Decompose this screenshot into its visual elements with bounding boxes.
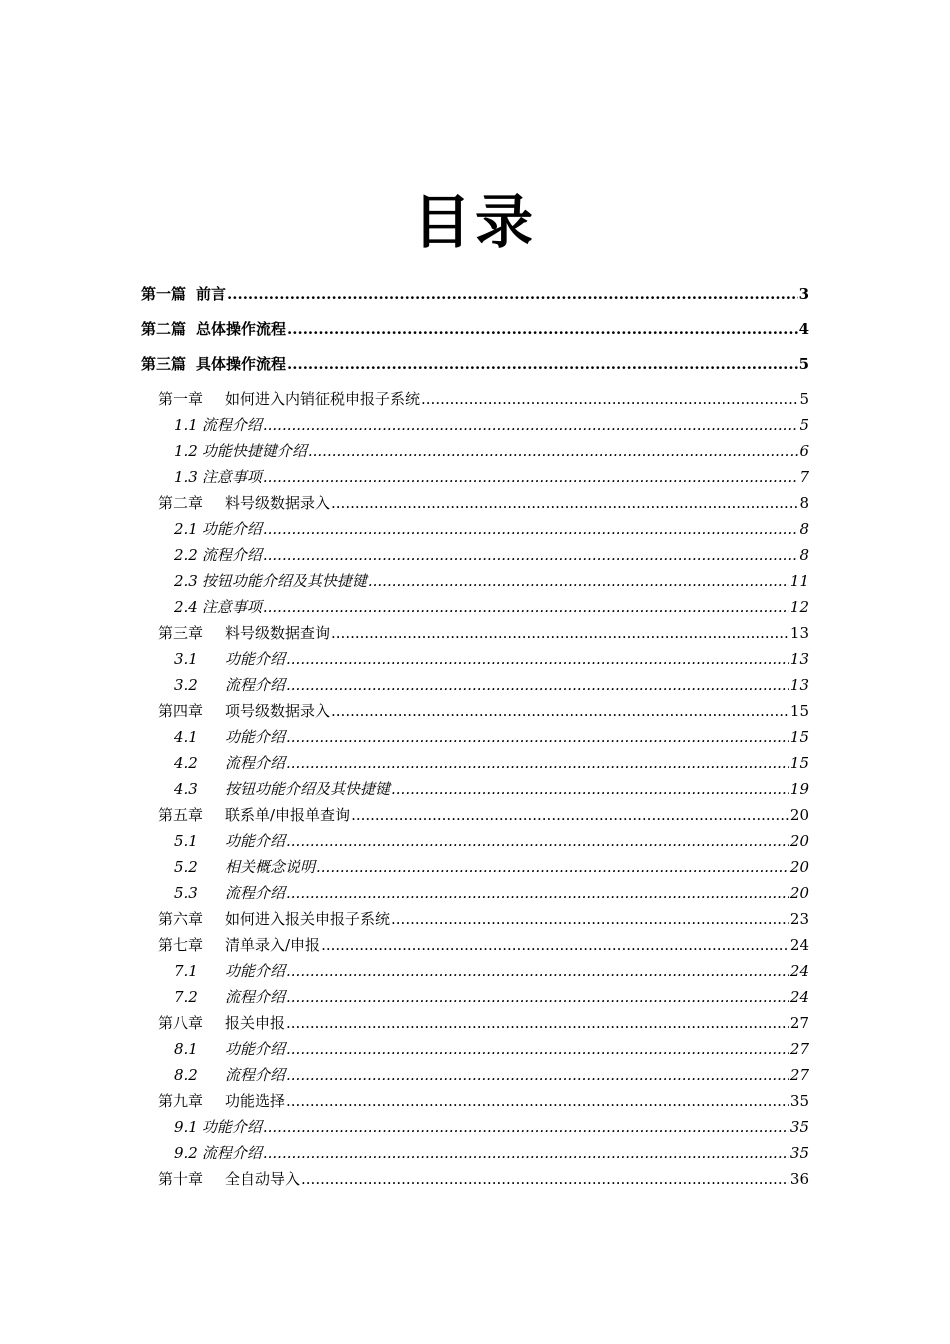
toc-page-number: 13 bbox=[789, 650, 809, 668]
toc-entry-text: 流程介绍 bbox=[225, 754, 286, 772]
toc-entry[interactable] bbox=[0, 542, 950, 568]
toc-entry[interactable] bbox=[0, 1062, 950, 1088]
toc-entry-number: 第六章 bbox=[158, 910, 204, 928]
toc-dot-leader bbox=[331, 490, 798, 516]
toc-entry-number: 3.2 bbox=[174, 676, 198, 694]
toc-entry-label bbox=[174, 1036, 285, 1062]
toc-dot-leader bbox=[308, 438, 799, 464]
toc-entry-text: 具体操作流程 bbox=[196, 355, 287, 373]
toc-page-number: 24 bbox=[789, 936, 809, 954]
toc-entry-label bbox=[174, 464, 262, 490]
toc-entry-number: 2.1 bbox=[174, 520, 198, 538]
toc-entry-number: 2.4 bbox=[174, 598, 198, 616]
toc-entry[interactable] bbox=[0, 316, 950, 351]
toc-page-number: 8 bbox=[799, 546, 809, 564]
toc-dot-leader bbox=[263, 542, 799, 568]
toc-entry-label bbox=[174, 412, 262, 438]
toc-dot-leader bbox=[263, 464, 799, 490]
toc-entry-text: 按钮功能介绍及其快捷键 bbox=[201, 572, 367, 590]
toc-entry[interactable] bbox=[0, 490, 950, 516]
toc-entry-number: 第五章 bbox=[158, 806, 204, 824]
toc-entry-label bbox=[174, 776, 390, 802]
toc-entry-text: 项号级数据录入 bbox=[225, 702, 331, 720]
toc-dot-leader bbox=[368, 568, 789, 594]
toc-entry[interactable] bbox=[0, 828, 950, 854]
toc-dot-leader bbox=[287, 351, 798, 377]
toc-entry-label bbox=[158, 802, 350, 828]
toc-entry-number: 1.1 bbox=[174, 416, 198, 434]
toc-entry[interactable] bbox=[0, 698, 950, 724]
toc-entry-label bbox=[174, 854, 315, 880]
toc-page-number: 20 bbox=[789, 858, 809, 876]
toc-entry[interactable] bbox=[0, 984, 950, 1010]
toc-entry-label bbox=[174, 542, 262, 568]
toc-entry-label bbox=[174, 958, 285, 984]
toc-entry[interactable] bbox=[0, 1010, 950, 1036]
toc-entry-text: 功能介绍 bbox=[225, 832, 286, 850]
toc-entry[interactable] bbox=[0, 1036, 950, 1062]
toc-entry-label bbox=[174, 984, 285, 1010]
toc-page-number: 5 bbox=[798, 355, 809, 373]
toc-entry-text: 如何进入报关申报子系统 bbox=[225, 910, 391, 928]
toc-entry-number: 第十章 bbox=[158, 1170, 204, 1188]
toc-page-number: 35 bbox=[789, 1092, 809, 1110]
toc-entry[interactable] bbox=[0, 438, 950, 464]
toc-entry-label bbox=[174, 516, 262, 542]
toc-entry-number: 4.1 bbox=[174, 728, 198, 746]
toc-entry[interactable] bbox=[0, 1166, 950, 1192]
toc-page-number: 23 bbox=[789, 910, 809, 928]
toc-dot-leader bbox=[301, 1166, 789, 1192]
toc-dot-leader bbox=[227, 281, 798, 307]
toc-entry[interactable] bbox=[0, 646, 950, 672]
toc-page-number: 6 bbox=[799, 442, 809, 460]
toc-page-number: 36 bbox=[789, 1170, 809, 1188]
toc-entry-label bbox=[174, 1140, 262, 1166]
toc-entry-label bbox=[158, 1088, 285, 1114]
toc-entry[interactable] bbox=[0, 568, 950, 594]
toc-entry[interactable] bbox=[0, 802, 950, 828]
toc-entry[interactable] bbox=[0, 932, 950, 958]
toc-entry-text: 流程介绍 bbox=[201, 416, 262, 434]
toc-entry-label bbox=[158, 386, 420, 412]
toc-entry-text: 料号级数据查询 bbox=[225, 624, 331, 642]
toc-page-number: 5 bbox=[799, 416, 809, 434]
toc-dot-leader bbox=[286, 1088, 789, 1114]
toc-entry-number: 4.3 bbox=[174, 780, 198, 798]
toc-entry-label bbox=[174, 880, 285, 906]
toc-entry-number: 2.3 bbox=[174, 572, 198, 590]
toc-entry[interactable] bbox=[0, 281, 950, 316]
toc-entry-text: 流程介绍 bbox=[225, 884, 286, 902]
toc-entry[interactable] bbox=[0, 854, 950, 880]
toc-entry-label bbox=[174, 568, 367, 594]
toc-dot-leader bbox=[286, 984, 789, 1010]
toc-page-number: 7 bbox=[799, 468, 809, 486]
toc-entry-number: 第七章 bbox=[158, 936, 204, 954]
toc-entry-number: 8.2 bbox=[174, 1066, 198, 1084]
toc-entry-number: 5.3 bbox=[174, 884, 198, 902]
toc-entry-number: 2.2 bbox=[174, 546, 198, 564]
toc-entry-number: 第二篇 bbox=[141, 320, 187, 338]
toc-entry[interactable] bbox=[0, 1140, 950, 1166]
toc-dot-leader bbox=[286, 646, 789, 672]
toc-dot-leader bbox=[286, 1062, 789, 1088]
toc-entry[interactable] bbox=[0, 906, 950, 932]
toc-page-number: 15 bbox=[789, 702, 809, 720]
toc-dot-leader bbox=[263, 1114, 789, 1140]
toc-page-number: 8 bbox=[799, 494, 809, 512]
toc-entry[interactable] bbox=[0, 464, 950, 490]
toc-entry-text: 流程介绍 bbox=[201, 546, 262, 564]
toc-entry-number: 第三章 bbox=[158, 624, 204, 642]
toc-title: 目录 bbox=[412, 188, 537, 256]
toc-entry-text: 料号级数据录入 bbox=[225, 494, 331, 512]
toc-dot-leader bbox=[316, 854, 789, 880]
toc-entry[interactable] bbox=[0, 1114, 950, 1140]
toc-entry[interactable] bbox=[0, 386, 950, 412]
toc-entry-label bbox=[141, 316, 286, 342]
toc-entry-number: 9.2 bbox=[174, 1144, 198, 1162]
toc-entry[interactable] bbox=[0, 1088, 950, 1114]
toc-page-number: 27 bbox=[789, 1014, 809, 1032]
toc-entry-text: 注意事项 bbox=[201, 468, 262, 486]
toc-entry-number: 5.1 bbox=[174, 832, 198, 850]
toc-entry[interactable] bbox=[0, 880, 950, 906]
toc-entry-text: 流程介绍 bbox=[225, 1066, 286, 1084]
toc-entry-text: 功能介绍 bbox=[201, 520, 262, 538]
toc-dot-leader bbox=[391, 776, 789, 802]
toc-entry-label bbox=[174, 828, 285, 854]
toc-dot-leader bbox=[321, 932, 789, 958]
toc-entry-label bbox=[158, 932, 320, 958]
toc-entry-label bbox=[158, 1166, 300, 1192]
toc-entry-number: 第二章 bbox=[158, 494, 204, 512]
toc-entry[interactable] bbox=[0, 516, 950, 542]
toc-entry-number: 1.2 bbox=[174, 442, 198, 460]
toc-entry-number: 第四章 bbox=[158, 702, 204, 720]
toc-page-number: 35 bbox=[789, 1144, 809, 1162]
toc-entry[interactable] bbox=[0, 620, 950, 646]
toc-entry[interactable] bbox=[0, 351, 950, 386]
toc-entry[interactable] bbox=[0, 594, 950, 620]
toc-entry[interactable] bbox=[0, 672, 950, 698]
toc-entry-number: 5.2 bbox=[174, 858, 198, 876]
toc-entry-label bbox=[174, 1062, 285, 1088]
toc-entry-number: 4.2 bbox=[174, 754, 198, 772]
toc-entry-label bbox=[158, 906, 390, 932]
toc-entry[interactable] bbox=[0, 724, 950, 750]
table-of-contents bbox=[0, 281, 950, 1192]
toc-page-number: 24 bbox=[789, 988, 809, 1006]
toc-entry-label bbox=[174, 672, 285, 698]
toc-dot-leader bbox=[331, 620, 789, 646]
toc-entry-label bbox=[174, 438, 307, 464]
toc-page-number: 19 bbox=[789, 780, 809, 798]
toc-page-number: 11 bbox=[789, 572, 809, 590]
toc-entry-number: 第一篇 bbox=[141, 285, 187, 303]
toc-dot-leader bbox=[351, 802, 789, 828]
toc-entry-label bbox=[174, 724, 285, 750]
toc-page-number: 20 bbox=[789, 806, 809, 824]
toc-page-number: 4 bbox=[798, 320, 809, 338]
toc-entry-text: 总体操作流程 bbox=[196, 320, 287, 338]
toc-entry-label bbox=[158, 1010, 285, 1036]
toc-entry-number: 第一章 bbox=[158, 390, 204, 408]
toc-entry-text: 相关概念说明 bbox=[225, 858, 316, 876]
toc-dot-leader bbox=[263, 594, 789, 620]
toc-entry-label bbox=[174, 646, 285, 672]
toc-entry-number: 第九章 bbox=[158, 1092, 204, 1110]
toc-entry-text: 联系单/申报单查询 bbox=[225, 806, 351, 824]
toc-entry-text: 功能介绍 bbox=[201, 1118, 262, 1136]
toc-entry-text: 前言 bbox=[196, 285, 227, 303]
toc-page-number: 27 bbox=[789, 1040, 809, 1058]
toc-entry-text: 注意事项 bbox=[201, 598, 262, 616]
toc-dot-leader bbox=[286, 958, 789, 984]
toc-entry-label bbox=[141, 351, 286, 377]
toc-entry-label bbox=[158, 490, 330, 516]
toc-page-number: 24 bbox=[789, 962, 809, 980]
toc-entry-text: 按钮功能介绍及其快捷键 bbox=[225, 780, 391, 798]
toc-entry-label bbox=[158, 620, 330, 646]
toc-entry[interactable] bbox=[0, 750, 950, 776]
toc-dot-leader bbox=[331, 698, 789, 724]
toc-page-number: 13 bbox=[789, 624, 809, 642]
toc-entry-number: 7.2 bbox=[174, 988, 198, 1006]
toc-page-number: 20 bbox=[789, 832, 809, 850]
toc-entry-label bbox=[141, 281, 226, 307]
toc-dot-leader bbox=[286, 672, 789, 698]
toc-entry-label bbox=[174, 1114, 262, 1140]
toc-entry-text: 功能介绍 bbox=[225, 650, 286, 668]
toc-entry-number: 1.3 bbox=[174, 468, 198, 486]
toc-entry[interactable] bbox=[0, 412, 950, 438]
toc-dot-leader bbox=[286, 750, 789, 776]
toc-dot-leader bbox=[286, 1010, 789, 1036]
toc-page-number: 20 bbox=[789, 884, 809, 902]
toc-entry-number: 7.1 bbox=[174, 962, 198, 980]
toc-page-number: 15 bbox=[789, 728, 809, 746]
toc-entry-text: 功能介绍 bbox=[225, 962, 286, 980]
toc-entry-number: 3.1 bbox=[174, 650, 198, 668]
toc-page-number: 35 bbox=[789, 1118, 809, 1136]
toc-dot-leader bbox=[287, 316, 798, 342]
toc-dot-leader bbox=[263, 516, 799, 542]
toc-entry-label bbox=[158, 698, 330, 724]
toc-dot-leader bbox=[263, 1140, 789, 1166]
toc-entry-label bbox=[174, 750, 285, 776]
toc-entry-text: 流程介绍 bbox=[225, 988, 286, 1006]
toc-entry-number: 第三篇 bbox=[141, 355, 187, 373]
toc-entry-text: 功能选择 bbox=[225, 1092, 286, 1110]
toc-entry-text: 全自动导入 bbox=[225, 1170, 301, 1188]
toc-entry[interactable] bbox=[0, 776, 950, 802]
toc-page-number: 12 bbox=[789, 598, 809, 616]
toc-entry-number: 9.1 bbox=[174, 1118, 198, 1136]
toc-page-number: 8 bbox=[799, 520, 809, 538]
toc-dot-leader bbox=[421, 386, 798, 412]
toc-entry-label bbox=[174, 594, 262, 620]
toc-page-number: 27 bbox=[789, 1066, 809, 1084]
toc-entry-text: 功能介绍 bbox=[225, 1040, 286, 1058]
toc-dot-leader bbox=[286, 880, 789, 906]
toc-entry-text: 功能快捷键介绍 bbox=[201, 442, 307, 460]
toc-page-number: 5 bbox=[799, 390, 809, 408]
toc-dot-leader bbox=[286, 724, 789, 750]
toc-page-number: 3 bbox=[798, 285, 809, 303]
toc-entry-text: 如何进入内销征税申报子系统 bbox=[225, 390, 421, 408]
toc-dot-leader bbox=[391, 906, 789, 932]
toc-entry-text: 功能介绍 bbox=[225, 728, 286, 746]
toc-dot-leader bbox=[263, 412, 799, 438]
toc-entry-text: 清单录入/申报 bbox=[225, 936, 321, 954]
toc-dot-leader bbox=[286, 1036, 789, 1062]
toc-entry-text: 流程介绍 bbox=[201, 1144, 262, 1162]
toc-entry-number: 第八章 bbox=[158, 1014, 204, 1032]
toc-entry[interactable] bbox=[0, 958, 950, 984]
toc-entry-text: 报关申报 bbox=[225, 1014, 286, 1032]
toc-page-number: 15 bbox=[789, 754, 809, 772]
toc-entry-number: 8.1 bbox=[174, 1040, 198, 1058]
toc-page-number: 13 bbox=[789, 676, 809, 694]
toc-dot-leader bbox=[286, 828, 789, 854]
toc-entry-text: 流程介绍 bbox=[225, 676, 286, 694]
